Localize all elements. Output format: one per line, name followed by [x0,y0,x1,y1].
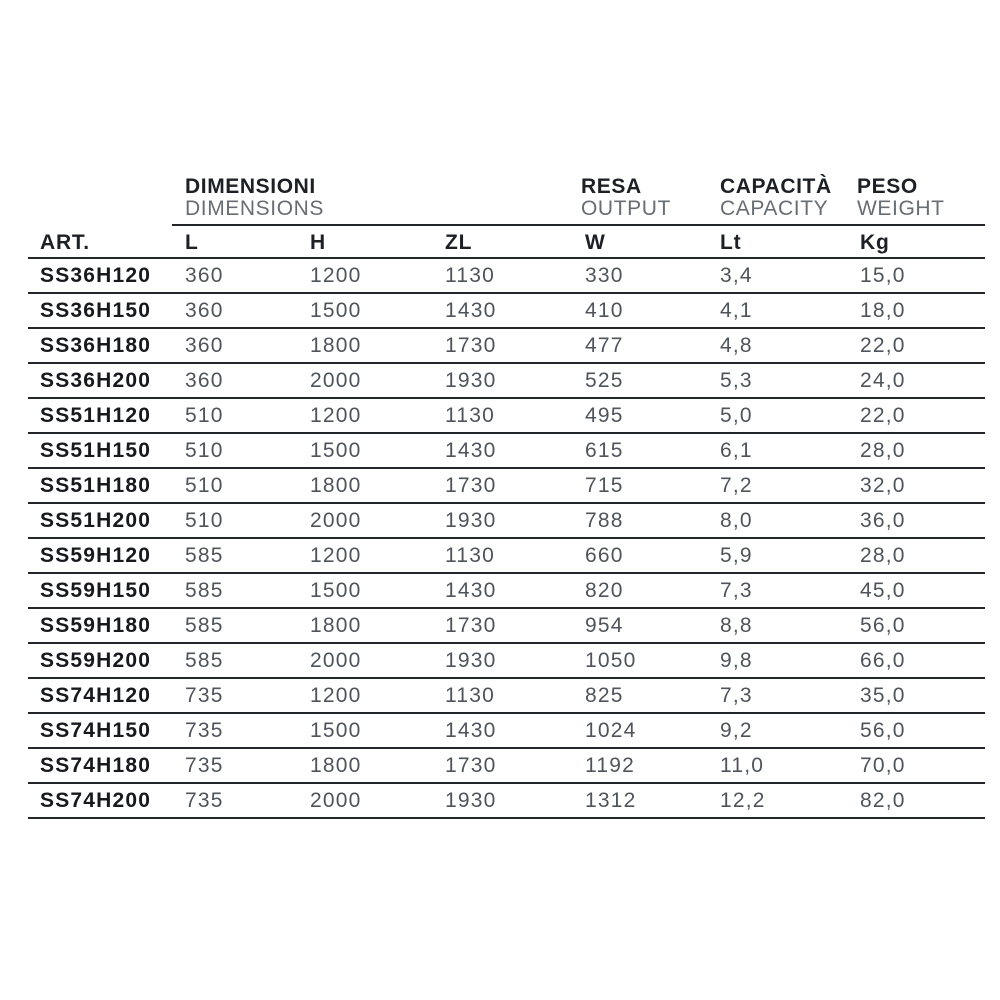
cell-kg: 45,0 [860,579,906,602]
cell-h: 2000 [310,649,362,672]
group-title: CAPACITÀ [720,175,832,198]
cell-w: 820 [585,579,624,602]
column-header-h: H [310,231,326,254]
group-title: PESO [857,175,918,198]
column-header-w: W [585,231,606,254]
cell-zl: 1130 [445,264,495,287]
cell-art: SS74H200 [40,789,152,812]
cell-w: 525 [585,369,624,392]
group-subtitle: WEIGHT [857,197,945,220]
cell-lt: 9,8 [720,649,753,672]
cell-zl: 1730 [445,754,497,777]
group-header-dimensions [185,176,324,220]
table-row [28,749,985,784]
cell-lt: 9,2 [720,719,753,742]
table-row [28,504,985,539]
cell-l: 585 [185,649,224,672]
cell-h: 1200 [310,264,362,287]
cell-art: SS36H120 [40,264,152,287]
cell-lt: 5,0 [720,404,753,427]
cell-w: 825 [585,684,624,707]
column-header-kg: Kg [860,231,890,254]
cell-lt: 7,3 [720,684,753,707]
group-title: DIMENSIONI [185,175,316,198]
group-subtitle: OUTPUT [581,197,671,220]
cell-art: SS36H180 [40,334,152,357]
cell-kg: 35,0 [860,684,906,707]
cell-art: SS51H120 [40,404,152,427]
cell-zl: 1730 [445,614,497,637]
table-row [28,399,985,434]
column-header-art: ART. [40,231,90,254]
cell-h: 2000 [310,369,362,392]
cell-w: 788 [585,509,624,532]
group-subtitle: CAPACITY [720,197,829,220]
cell-zl: 1930 [445,369,497,392]
cell-kg: 22,0 [860,334,906,357]
cell-h: 1200 [310,544,362,567]
cell-w: 495 [585,404,624,427]
cell-l: 585 [185,614,224,637]
cell-lt: 8,0 [720,509,753,532]
cell-l: 735 [185,789,224,812]
cell-h: 1500 [310,299,362,322]
table-row [28,259,985,294]
cell-kg: 66,0 [860,649,906,672]
cell-kg: 32,0 [860,474,906,497]
cell-h: 1500 [310,579,362,602]
cell-art: SS36H150 [40,299,152,322]
cell-l: 360 [185,299,224,322]
cell-zl: 1430 [445,719,497,742]
cell-kg: 24,0 [860,369,906,392]
cell-kg: 56,0 [860,719,906,742]
cell-art: SS74H150 [40,719,152,742]
table-row [28,434,985,469]
cell-w: 1312 [585,789,637,812]
table-row [28,294,985,329]
cell-lt: 5,9 [720,544,753,567]
cell-lt: 4,8 [720,334,753,357]
cell-art: SS36H200 [40,369,152,392]
cell-l: 360 [185,264,224,287]
cell-art: SS59H120 [40,544,152,567]
cell-w: 1050 [585,649,637,672]
cell-l: 510 [185,509,224,532]
cell-art: SS51H200 [40,509,152,532]
cell-zl: 1430 [445,579,497,602]
cell-zl: 1130 [445,404,495,427]
cell-lt: 5,3 [720,369,753,392]
cell-w: 1024 [585,719,637,742]
cell-art: SS51H150 [40,439,152,462]
table-row [28,784,985,819]
cell-lt: 4,1 [720,299,753,322]
table-row [28,364,985,399]
cell-art: SS74H180 [40,754,152,777]
cell-lt: 7,3 [720,579,753,602]
cell-w: 477 [585,334,624,357]
table-row [28,469,985,504]
cell-lt: 3,4 [720,264,753,287]
cell-w: 1192 [585,754,635,777]
cell-l: 510 [185,439,224,462]
cell-kg: 56,0 [860,614,906,637]
cell-h: 1800 [310,334,362,357]
table-row [28,644,985,679]
cell-art: SS59H200 [40,649,152,672]
cell-lt: 6,1 [720,439,753,462]
cell-kg: 15,0 [860,264,906,287]
cell-zl: 1730 [445,334,497,357]
table-row [28,329,985,364]
table-row [28,574,985,609]
table-row [28,539,985,574]
cell-h: 1800 [310,754,362,777]
cell-lt: 12,2 [720,789,766,812]
cell-h: 1500 [310,439,362,462]
cell-zl: 1430 [445,299,497,322]
cell-h: 2000 [310,789,362,812]
cell-l: 360 [185,334,224,357]
cell-kg: 28,0 [860,439,906,462]
column-header-zl: ZL [445,231,473,254]
cell-h: 1500 [310,719,362,742]
cell-l: 735 [185,754,224,777]
cell-art: SS59H150 [40,579,152,602]
cell-h: 1200 [310,684,362,707]
column-header-lt: Lt [720,231,742,254]
cell-w: 954 [585,614,624,637]
cell-h: 1800 [310,474,362,497]
cell-zl: 1930 [445,509,497,532]
cell-lt: 8,8 [720,614,753,637]
cell-l: 510 [185,474,224,497]
cell-art: SS51H180 [40,474,152,497]
cell-l: 735 [185,719,224,742]
cell-art: SS74H120 [40,684,152,707]
cell-w: 660 [585,544,624,567]
cell-kg: 22,0 [860,404,906,427]
cell-kg: 36,0 [860,509,906,532]
cell-zl: 1430 [445,439,497,462]
cell-l: 360 [185,369,224,392]
cell-w: 410 [585,299,624,322]
column-header-l: L [185,231,199,254]
table-body [28,259,985,819]
cell-h: 2000 [310,509,362,532]
cell-h: 1800 [310,614,362,637]
column-header-row [28,230,985,256]
cell-zl: 1130 [445,684,495,707]
cell-l: 735 [185,684,224,707]
group-header-underline [172,224,985,226]
group-header-output [581,176,671,220]
cell-l: 585 [185,544,224,567]
cell-kg: 28,0 [860,544,906,567]
cell-kg: 70,0 [860,754,906,777]
cell-h: 1200 [310,404,362,427]
cell-l: 585 [185,579,224,602]
cell-zl: 1730 [445,474,497,497]
cell-w: 330 [585,264,624,287]
cell-lt: 7,2 [720,474,753,497]
table-row [28,609,985,644]
group-header-capacity [720,176,832,220]
group-subtitle: DIMENSIONS [185,197,325,220]
cell-art: SS59H180 [40,614,152,637]
group-header-weight [857,176,945,220]
cell-kg: 82,0 [860,789,906,812]
table-row [28,679,985,714]
group-title: RESA [581,175,642,198]
cell-zl: 1930 [445,649,497,672]
cell-w: 615 [585,439,624,462]
cell-l: 510 [185,404,224,427]
cell-w: 715 [585,474,624,497]
cell-zl: 1930 [445,789,497,812]
cell-kg: 18,0 [860,299,906,322]
cell-zl: 1130 [445,544,495,567]
cell-lt: 11,0 [720,754,765,777]
table-row [28,714,985,749]
